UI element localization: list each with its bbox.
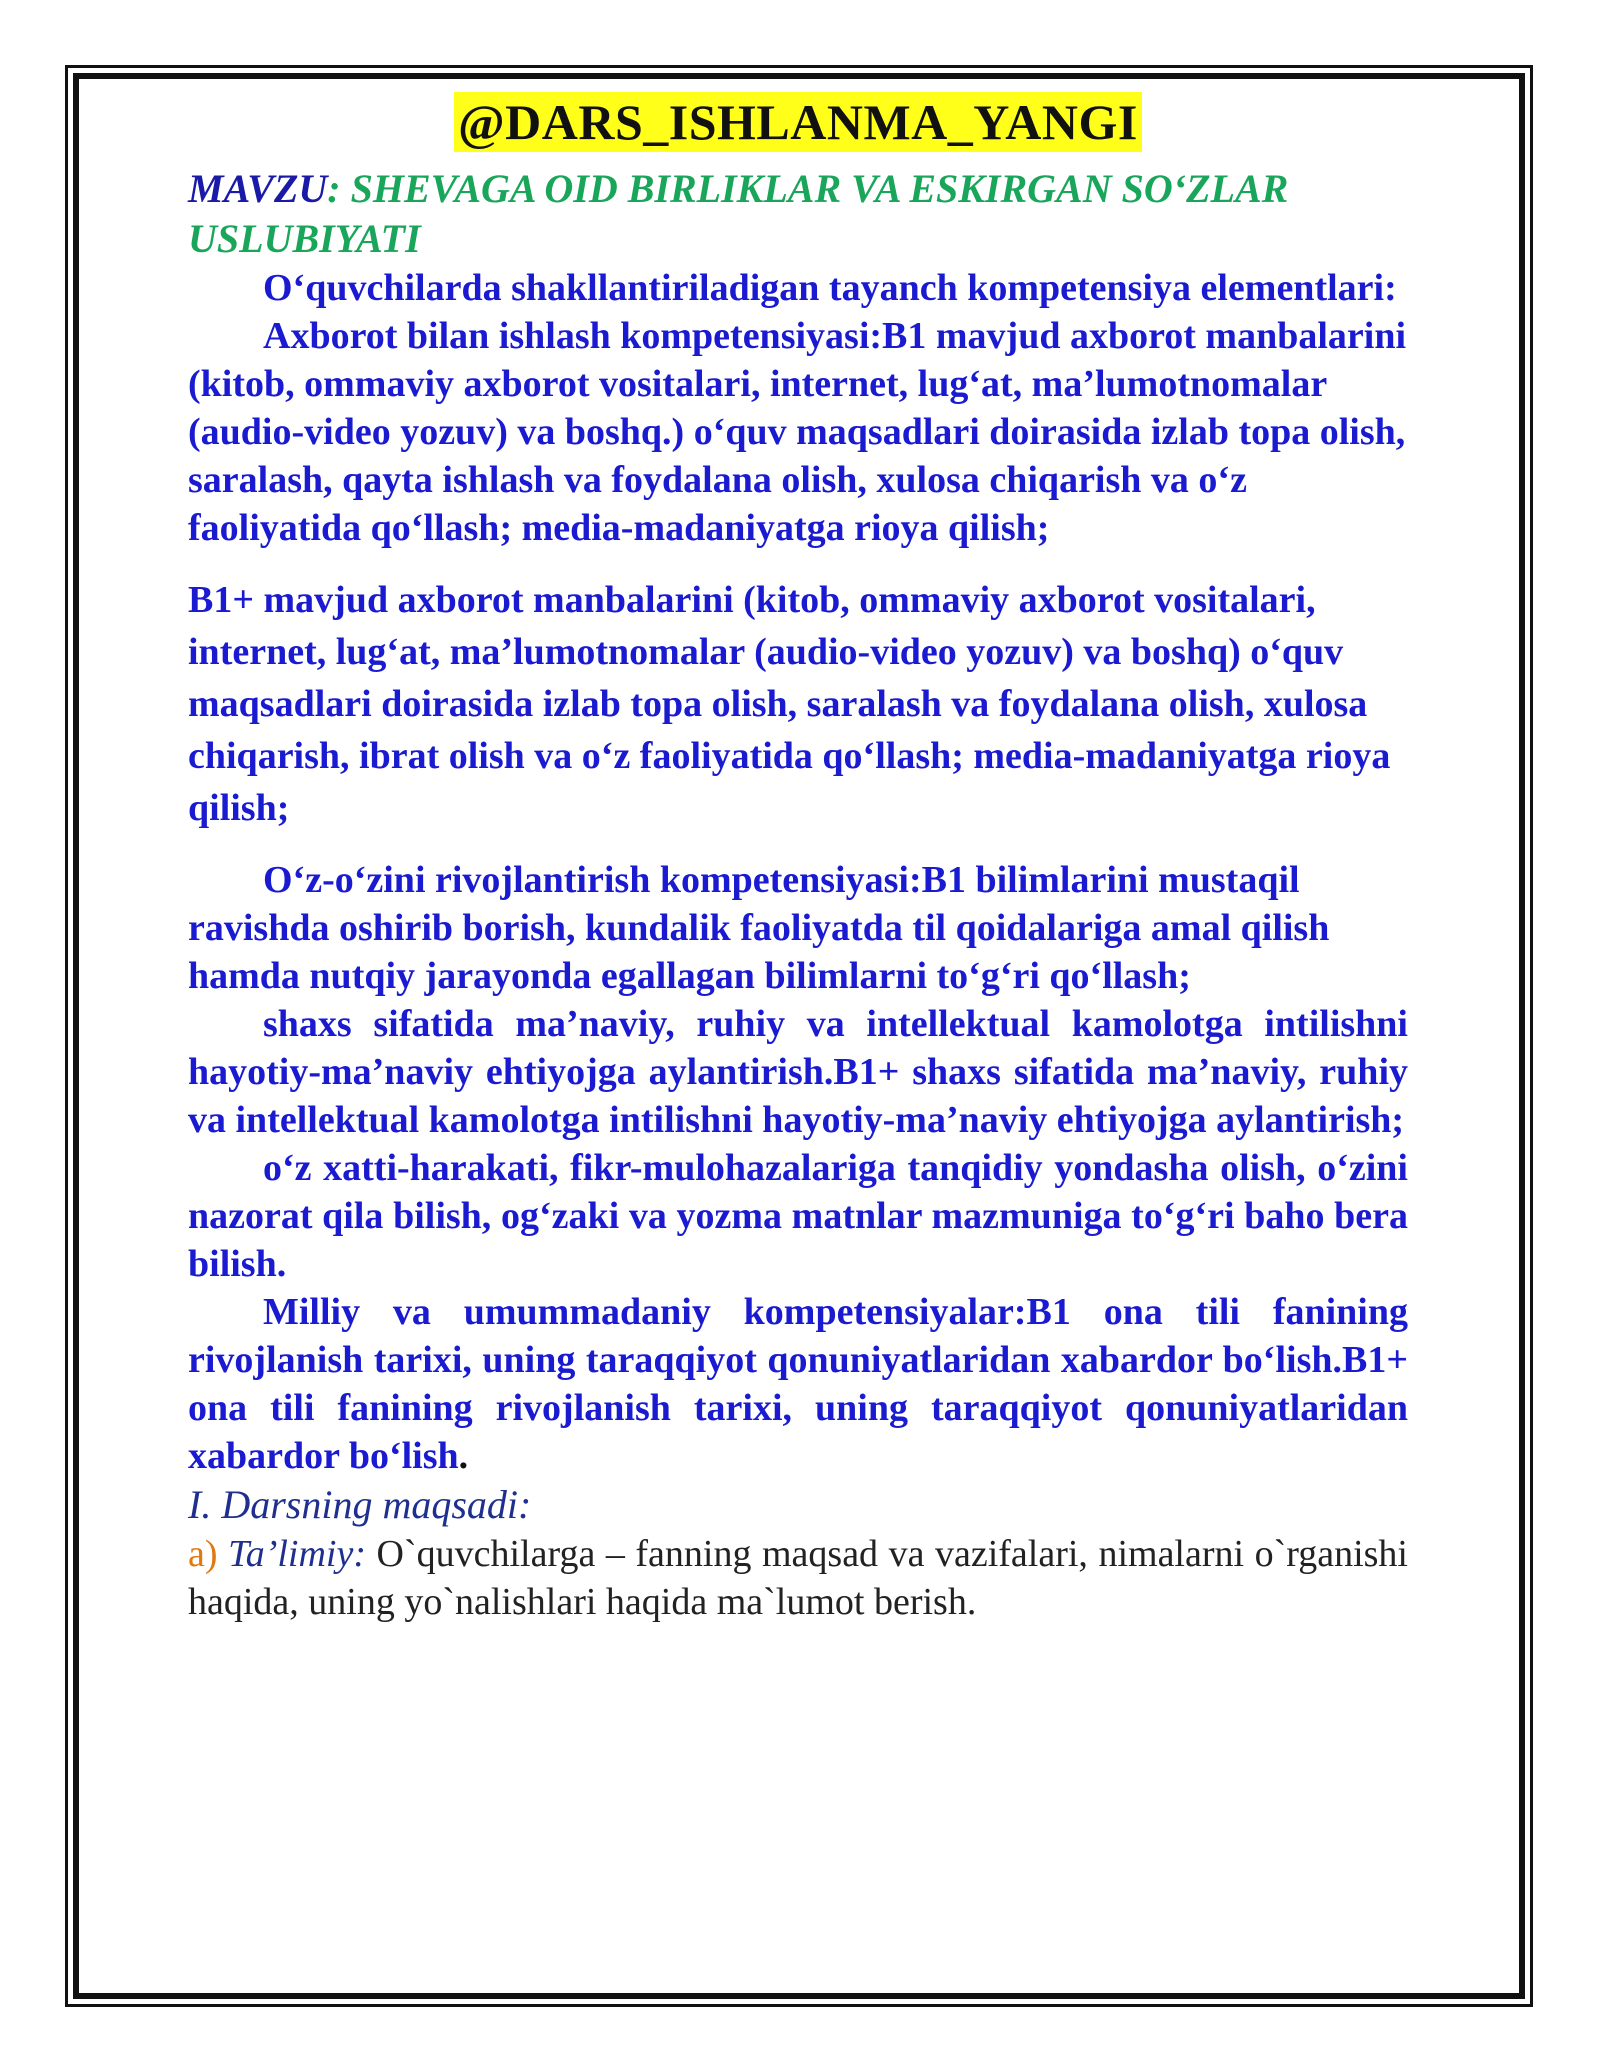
goal-item-educational	[188, 1530, 1408, 1626]
national-competency-end: .	[458, 1435, 469, 1477]
topic-prefix: MAVZU	[188, 166, 328, 211]
goal-item-text: O`quvchilarga – fanning maqsad va vazifalari, nimalarni o`rganishi haqida, uning yo`nalishlari haqida ma`lumot berish.	[188, 1533, 1408, 1623]
document-body	[188, 92, 1408, 1626]
info-competency: Axborot bilan ishlash kompetensiyasi:B1 mavjud axborot manbalarini (kitob, ommaviy axborot vositalari, internet, lug‘at, ma’lumotnomalar (audio-video yozuv) va boshq.) o‘quv maqsadlari doirasida izlab topa olish, saralash, qayta ishlash va foydalana olish, xulosa chiqarish va o‘z faoliyatida qo‘llash; media-madaniyatga rioya qilish;	[188, 315, 1407, 549]
critical-thinking: o‘z xatti-harakati, fikr-mulohazalariga tanqidiy yondasha olish, o‘zini nazorat qila bilish, og‘zaki va yozma matnlar mazmuniga to‘g‘ri baho bera bilish.	[188, 1147, 1408, 1285]
self-development-competency: O‘z-o‘zini rivojlantirish kompetensiyasi:B1 bilimlarini mustaqil ravishda oshirib borish, kundalik faoliyatda til qoidalariga amal qilish hamda nutqiy jarayonda egallagan bilimlarni to‘g‘ri qo‘llash;	[188, 859, 1330, 997]
topic-text: : SHEVAGA OID BIRLIKLAR VA ESKIRGAN SO‘ZLAR USLUBIYATI	[188, 166, 1289, 261]
info-competency-b1plus: B1+ mavjud axborot manbalarini (kitob, ommaviy axborot vositalari, internet, lug‘at, ma’lumotnomalar (audio-video yozuv) va boshq) o‘quv maqsadlari doirasida izlab topa olish, saralash va foydalana olish, xulosa chiqarish, ibrat olish va o‘z faoliyatida qo‘llash; media-madaniyatga rioya qilish;	[188, 579, 1391, 829]
goal-item-prefix: a)	[188, 1533, 218, 1575]
spiritual-development: shaxs sifatida ma’naviy, ruhiy va intellektual kamolotga intilishni hayotiy-ma’naviy ehtiyojga aylantirish.B1+ shaxs sifatida ma’naviy, ruhiy va intellektual kamolotga intilishni hayotiy-ma’naviy ehtiyojga aylantirish;	[188, 1003, 1408, 1141]
channel-header: @DARS_ISHLANMA_YANGI	[454, 92, 1142, 152]
national-competency	[188, 1288, 1408, 1480]
national-competency-text: Milliy va umummadaniy kompetensiyalar:B1 ona tili fanining rivojlanish tarixi, uning taraqqiyot qonuniyatlaridan xabardor bo‘lish.B1+ ona tili fanining rivojlanish tarixi, uning taraqqiyot qonuniyatlaridan xabardor bo‘lish	[188, 1291, 1408, 1477]
header-wrap	[188, 92, 1408, 152]
goal-item-label: Ta’limiy:	[228, 1533, 366, 1575]
competency-intro: O‘quvchilarda shakllantiriladigan tayanch kompetensiya elementlari:	[263, 267, 1397, 309]
topic-title	[188, 164, 1408, 264]
lesson-goals-heading: I. Darsning maqsadi:	[188, 1482, 532, 1527]
